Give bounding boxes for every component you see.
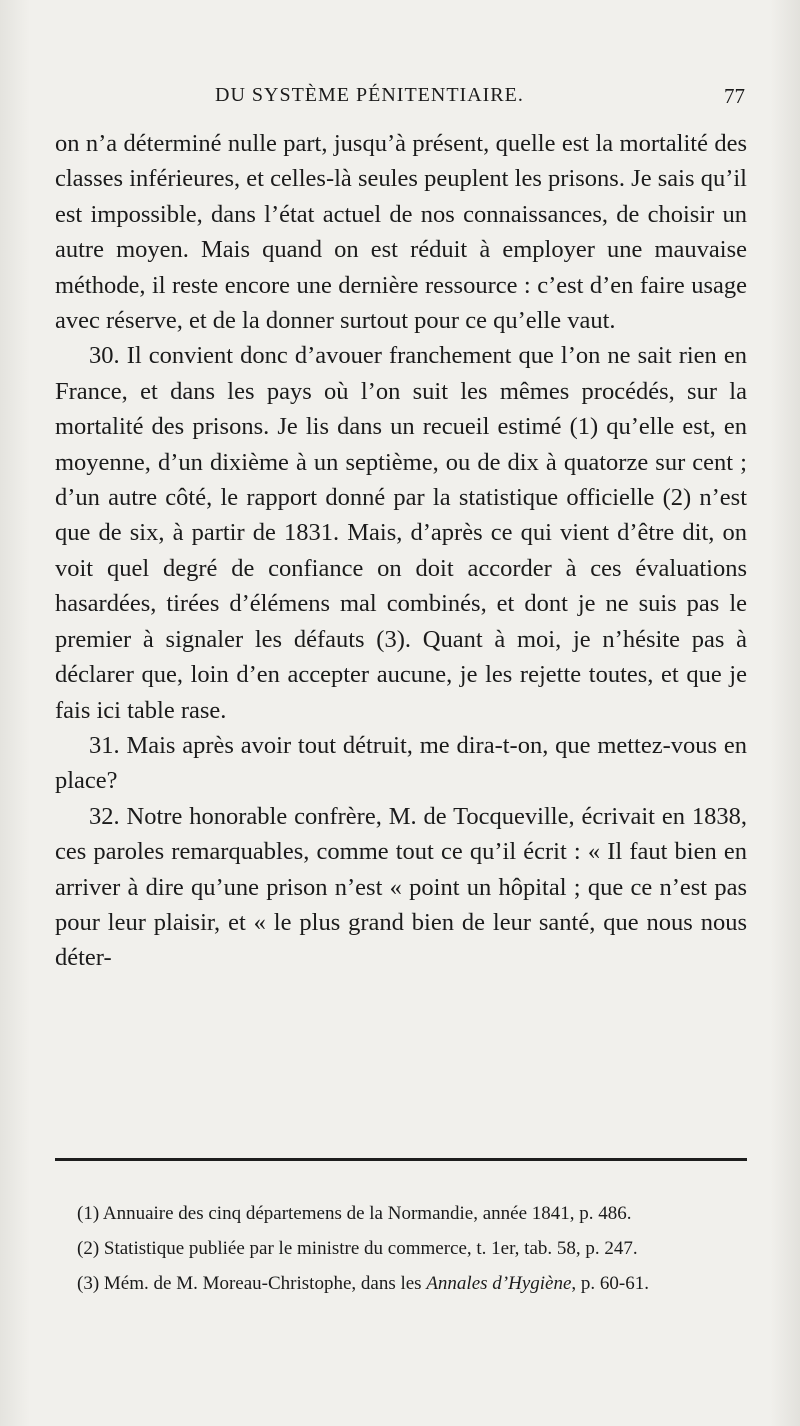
footnote-2 <box>55 1233 747 1264</box>
body-text <box>55 126 747 976</box>
footnote-3-text: (3) Mém. de M. Moreau-Christophe, dans les <box>77 1273 427 1294</box>
page-header <box>55 84 745 118</box>
footnote-2-text: (2) Statistique publiée par le ministre du commerce, t. 1er, tab. 58, p. 247. <box>77 1238 638 1259</box>
paragraph-31: 31. Mais après avoir tout détruit, me dira-t-on, que mettez-vous en place? <box>55 731 747 795</box>
running-title: DU SYSTÈME PÉNITENTIAIRE. <box>215 84 524 106</box>
footnote-3 <box>55 1268 747 1299</box>
paragraph-30: 30. Il convient donc d’avouer franchement que l’on ne sait rien en France, et dans les pays où l’on suit les mêmes procédés, sur la mortalité des prisons. Je lis dans un recueil estimé (1) qu’elle est, en moyenne, d’un dixième à un septième, ou de dix à quatorze sur cent ; d’un autre côté, le rapport donné par la statistique officielle (2) n’est que de six, à partir de 1831. Mais, d’après ce qui vient d’être dit, on voit quel degré de confiance on doit accorder à ces évaluations hasardées, tirées d’élémens mal combinés, et dont je ne suis pas le premier à signaler les défauts (3). Quant à moi, je n’hésite pas à déclarer que, loin d’en accepter aucune, je les rejette toutes, et que je fais ici table rase. <box>55 342 747 724</box>
page-number: 77 <box>724 84 745 108</box>
footnote-divider <box>55 1158 747 1161</box>
footnote-1 <box>55 1198 747 1229</box>
footnote-3-journal-title: Annales d’Hygiène <box>426 1273 572 1294</box>
footnote-1-text: (1) Annuaire des cinq départemens de la Normandie, année 1841, p. 486. <box>77 1203 632 1224</box>
paragraph-continued: on n’a déterminé nulle part, jusqu’à présent, quelle est la mortalité des classes inférieures, et celles-là seules peuplent les prisons. Je sais qu’il est impossible, dans l’état actuel de nos connaissances, de choisir un autre moyen. Mais quand on est réduit à employer une mauvaise méthode, il reste encore une dernière ressource : c’est d’en faire usage avec réserve, et de la donner surtout pour ce qu’elle vaut. <box>55 130 747 335</box>
footnote-3-pages: , p. 60-61. <box>571 1273 649 1294</box>
footnotes <box>55 1198 747 1303</box>
paragraph-32: 32. Notre honorable confrère, M. de Tocqueville, écrivait en 1838, ces paroles remarquables, comme tout ce qu’il écrit : « Il faut bien en arriver à dire qu’une prison n’est « point un hôpital ; que ce n’est pas pour leur plaisir, et « le plus grand bien de leur santé, que nous nous déter- <box>55 802 747 972</box>
